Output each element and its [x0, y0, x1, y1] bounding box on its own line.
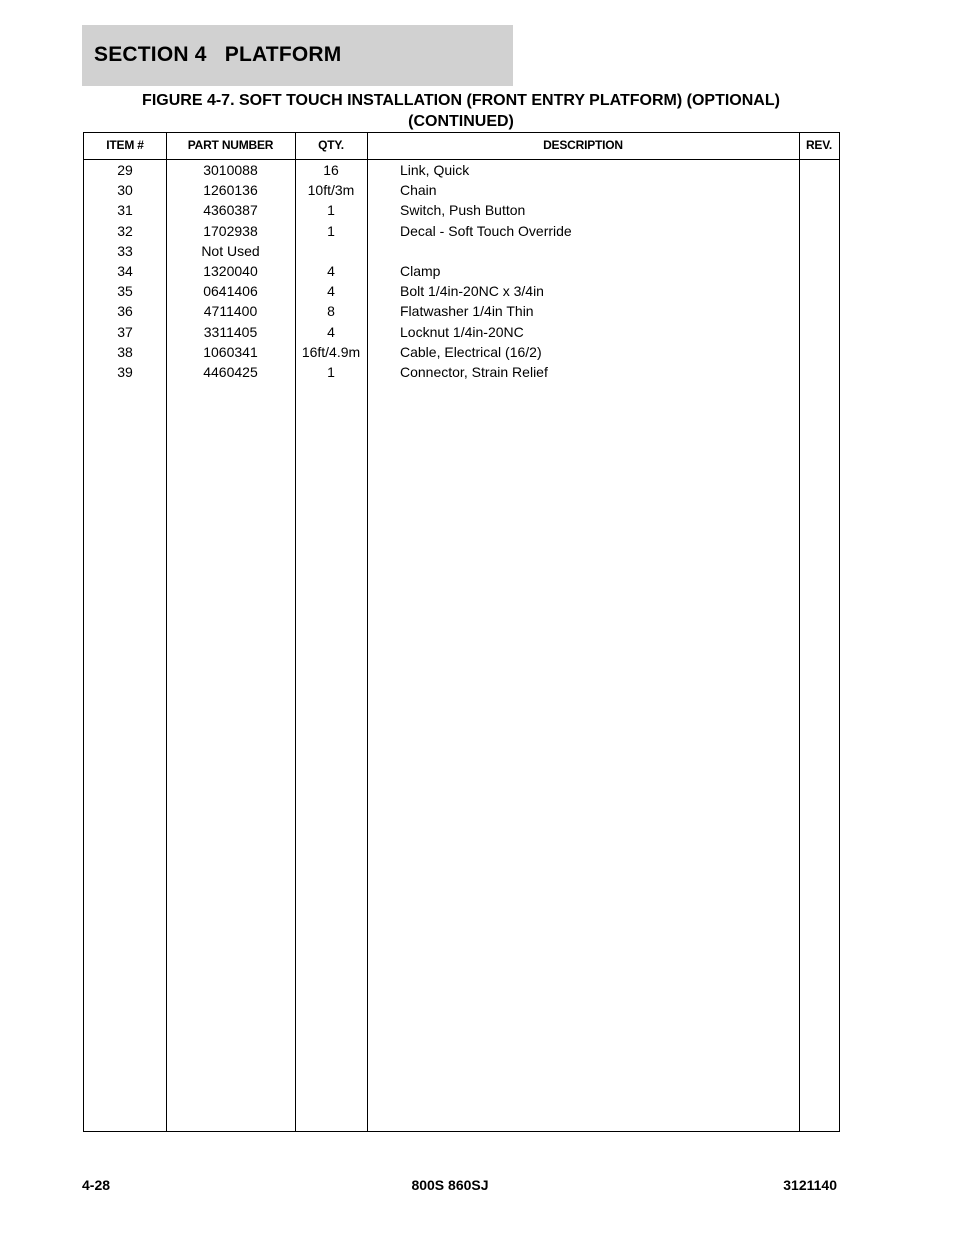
- item-number: 31: [117, 202, 133, 219]
- description: Bolt 1/4in-20NC x 3/4in: [400, 283, 544, 300]
- description: Flatwasher 1/4in Thin: [400, 303, 534, 320]
- part-number: 1702938: [203, 222, 258, 239]
- quantity: 8: [327, 303, 335, 320]
- header-qty: QTY.: [318, 138, 344, 152]
- quantity: 1: [327, 202, 335, 219]
- page-number: 4-28: [82, 1177, 111, 1193]
- part-number: 4460425: [203, 364, 258, 380]
- table-row: [84, 282, 839, 302]
- part-number: 4360387: [203, 202, 258, 219]
- item-number: 39: [117, 364, 133, 380]
- quantity: 4: [327, 263, 335, 279]
- table-row: [84, 343, 839, 363]
- item-number: 34: [117, 263, 133, 279]
- item-number: 30: [117, 182, 133, 199]
- header-description: DESCRIPTION: [543, 138, 623, 152]
- part-number: 3311405: [203, 323, 258, 340]
- description: Chain: [400, 182, 437, 199]
- part-number: 3010088: [203, 162, 258, 178]
- parts-table: [83, 132, 840, 1132]
- document-number: 3121140: [783, 1177, 837, 1193]
- section-title: SECTION 4 PLATFORM: [94, 43, 342, 66]
- item-number: 37: [117, 323, 133, 340]
- table-row: [84, 242, 839, 262]
- figure-title: FIGURE 4-7. SOFT TOUCH INSTALLATION (FRONT ENTRY PLATFORM) (OPTIONAL): [142, 92, 780, 109]
- item-number: 32: [117, 222, 133, 239]
- item-number: 35: [117, 283, 133, 300]
- table-row: [84, 181, 839, 201]
- part-number: Not Used: [201, 242, 260, 259]
- quantity: 1: [327, 364, 335, 380]
- description: Clamp: [400, 263, 441, 279]
- table-row: [84, 302, 839, 322]
- description: Switch, Push Button: [400, 202, 526, 219]
- part-number: 1260136: [203, 182, 258, 199]
- part-number: 1320040: [203, 263, 258, 279]
- quantity: 4: [327, 283, 335, 300]
- item-number: 36: [117, 303, 133, 320]
- item-number: 29: [117, 162, 133, 178]
- description: Link, Quick: [400, 162, 470, 178]
- description: Cable, Electrical (16/2): [400, 343, 542, 360]
- item-number: 33: [117, 242, 133, 259]
- part-number: 4711400: [203, 303, 258, 320]
- description: Connector, Strain Relief: [400, 364, 548, 380]
- header-part-number: PART NUMBER: [187, 138, 274, 152]
- section-header-bar: [82, 25, 513, 86]
- table-row: [84, 201, 839, 221]
- table-row: [84, 323, 839, 343]
- description: Decal - Soft Touch Override: [400, 222, 572, 239]
- quantity: 10ft/3m: [307, 182, 355, 199]
- table-row: [84, 161, 839, 181]
- quantity: 4: [327, 323, 335, 340]
- quantity: 1: [327, 222, 335, 239]
- table-row: [84, 262, 839, 282]
- figure-title-continued: (CONTINUED): [408, 113, 514, 130]
- header-item: ITEM #: [106, 138, 144, 152]
- part-number: 0641406: [203, 283, 258, 300]
- header-rev: REV.: [805, 138, 833, 152]
- table-row: [84, 222, 839, 242]
- model-name: 800S 860SJ: [411, 1177, 489, 1193]
- header-divider: [84, 159, 839, 160]
- item-number: 38: [117, 343, 133, 360]
- quantity: 16: [323, 162, 339, 178]
- description: Locknut 1/4in-20NC: [400, 323, 524, 340]
- quantity: 16ft/4.9m: [301, 343, 361, 360]
- part-number: 1060341: [203, 343, 258, 360]
- table-row: [84, 363, 839, 383]
